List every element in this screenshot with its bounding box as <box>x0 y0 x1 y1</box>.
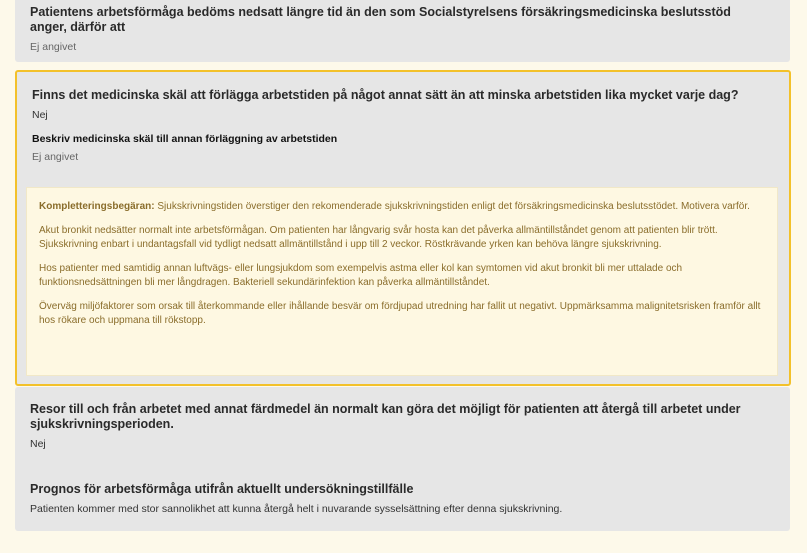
question-title: Resor till och från arbetet med annat färdmedel än normalt kan göra det möjligt för patienten att återgå till arbetet under sjukskrivningsperioden. <box>30 402 741 431</box>
komplettering-paragraph-4: Överväg miljöfaktorer som orsak till återkommande eller ihållande besvär om fördjupad utredning har fallit ut negativt. Uppmärksamma malignitetsrisken framför allt hos rökare och uppmana till rökstopp. <box>39 300 761 326</box>
komplettering-paragraph-1: Kompletteringsbegäran: Sjukskrivningstiden överstiger den rekomenderade sjukskrivningstiden enligt det försäkringsmedicinska beslutsstödet. Motivera varför. <box>39 201 750 212</box>
question-section-group-bottom <box>15 387 790 531</box>
answer-value: Nej <box>32 109 48 121</box>
answer-value: Patienten kommer med stor sannolikhet att kunna återgå helt i nuvarande sysselsättning efter denna sjukskrivning. <box>30 503 563 515</box>
answer-value: Ej angivet <box>30 41 77 53</box>
komplettering-label: Kompletteringsbegäran: <box>39 201 155 212</box>
question-section-forlaggning-arbetstid <box>15 70 791 386</box>
kompletteringsbegaran-box <box>26 187 778 376</box>
sub-answer-value: Ej angivet <box>32 151 79 163</box>
answer-value: Nej <box>30 438 46 450</box>
question-title: Finns det medicinska skäl att förlägga arbetstiden på något annat sätt än att minska arbetstiden lika mycket varje dag? <box>32 88 739 102</box>
komplettering-paragraph-3: Hos patienter med samtidig annan luftvägs- eller lungsjukdom som exempelvis astma eller kol kan symtomen vid akut bronkit bli mer uttalade och funktionsnedsättningen bli mer långdragen. Bakteriell sekundärinfektion kan påverka allmäntillståndet. <box>39 262 683 288</box>
sub-question-title: Beskriv medicinska skäl till annan förläggning av arbetstiden <box>32 133 338 145</box>
komplettering-paragraph-2: Akut bronkit nedsätter normalt inte arbetsförmågan. Om patienten har långvarig svår hosta kan det påverka allmäntillståndet genom att patienten blir trött. Sjukskrivning enbart i undantagsfall vid tydligt nedsatt allmäntillstånd i upp till 2 veckor. Röstkrävande yrken kan behöva längre sjukskrivning. <box>39 224 718 250</box>
question-title: Prognos för arbetsförmåga utifrån aktuellt undersökningstillfälle <box>30 482 414 496</box>
question-title: Patientens arbetsförmåga bedöms nedsatt längre tid än den som Socialstyrelsens försäkringsmedicinska beslutsstöd anger, därför att <box>30 5 731 34</box>
question-section-forlangd-nedsattning <box>15 0 790 62</box>
